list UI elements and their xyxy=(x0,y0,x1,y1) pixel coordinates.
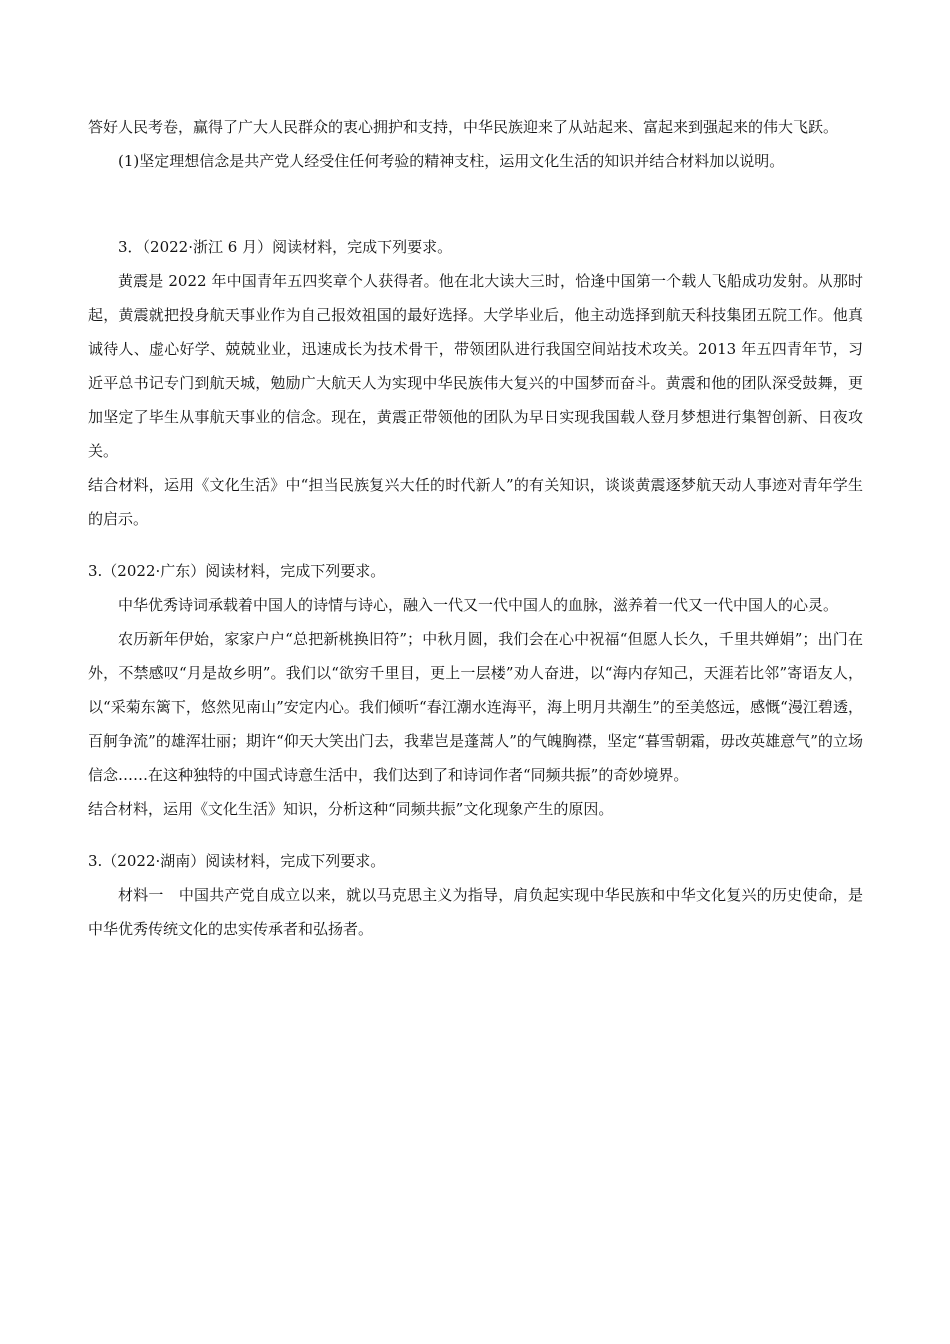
material-paragraph-poetry-examples: 农历新年伊始，家家户户“总把新桃换旧符”；中秋月圆，我们会在心中祝福“但愿人长久，千里共婵娟”；出门在外，不禁感叹“月是故乡明”。我们以“欲穷千里目，更上一层楼”劝人奋进，以“海内存知己，天涯若比邻”寄语友人，以“采菊东篱下，悠然见南山”安定内心。我们倾听“春江潮水连海平，海上明月共潮生”的至美悠远，感慨“漫江碧透，百舸争流”的雄浑壮丽；期许“仰天大笑出门去，我辈岂是蓬蒿人”的气魄胸襟，坚定“暮雪朝霜，毋改英雄意气”的立场信念……在这种独特的中国式诗意生活中，我们达到了和诗词作者“同频共振”的奇妙境界。 xyxy=(88,630,863,784)
question-heading-guangdong: 3.（2022·广东）阅读材料，完成下列要求。 xyxy=(88,562,386,580)
document-page xyxy=(88,110,863,946)
paragraph-continuation: 答好人民考卷，赢得了广大人民群众的衷心拥护和支持，中华民族迎来了从站起来、富起来到强起来的伟大飞跃。 xyxy=(88,118,839,136)
question-prompt-zhejiang: 结合材料，运用《文化生活》中“担当民族复兴大任的时代新人”的有关知识，谈谈黄震逐梦航天动人事迹对青年学生的启示。 xyxy=(88,476,863,528)
question-heading-hunan: 3.（2022·湖南）阅读材料，完成下列要求。 xyxy=(88,852,386,870)
question-sub-1: (1)坚定理想信念是共产党人经受住任何考验的精神支柱，运用文化生活的知识并结合材料加以说明。 xyxy=(118,152,785,170)
section-spacer xyxy=(88,536,863,554)
material-paragraph-huangzhen: 黄震是 2022 年中国青年五四奖章个人获得者。他在北大读大三时，恰逢中国第一个载人飞船成功发射。从那时起，黄震就把投身航天事业作为自己报效祖国的最好选择。大学毕业后，他主动选择到航天科技集团五院工作。他真诚待人、虚心好学、兢兢业业，迅速成长为技术骨干，带领团队进行我国空间站技术攻关。2013 年五四青年节，习近平总书记专门到航天城，勉励广大航天人为实现中华民族伟大复兴的中国梦而奋斗。黄震和他的团队深受鼓舞，更加坚定了毕生从事航天事业的信念。现在，黄震正带领他的团队为早日实现我国载人登月梦想进行集智创新、日夜攻关。 xyxy=(88,272,863,460)
material-paragraph-poetry-intro: 中华优秀诗词承载着中国人的诗情与诗心，融入一代又一代中国人的血脉，滋养着一代又一代中国人的心灵。 xyxy=(118,596,839,614)
question-prompt-guangdong: 结合材料，运用《文化生活》知识，分析这种“同频共振”文化现象产生的原因。 xyxy=(88,800,614,818)
question-heading-zhejiang: 3．（2022·浙江 6 月）阅读材料，完成下列要求。 xyxy=(118,238,453,256)
section-spacer xyxy=(88,178,863,230)
material-paragraph-one: 材料一 中国共产党自成立以来，就以马克思主义为指导，肩负起实现中华民族和中华文化复兴的历史使命，是中华优秀传统文化的忠实传承者和弘扬者。 xyxy=(88,886,863,938)
section-spacer xyxy=(88,826,863,844)
